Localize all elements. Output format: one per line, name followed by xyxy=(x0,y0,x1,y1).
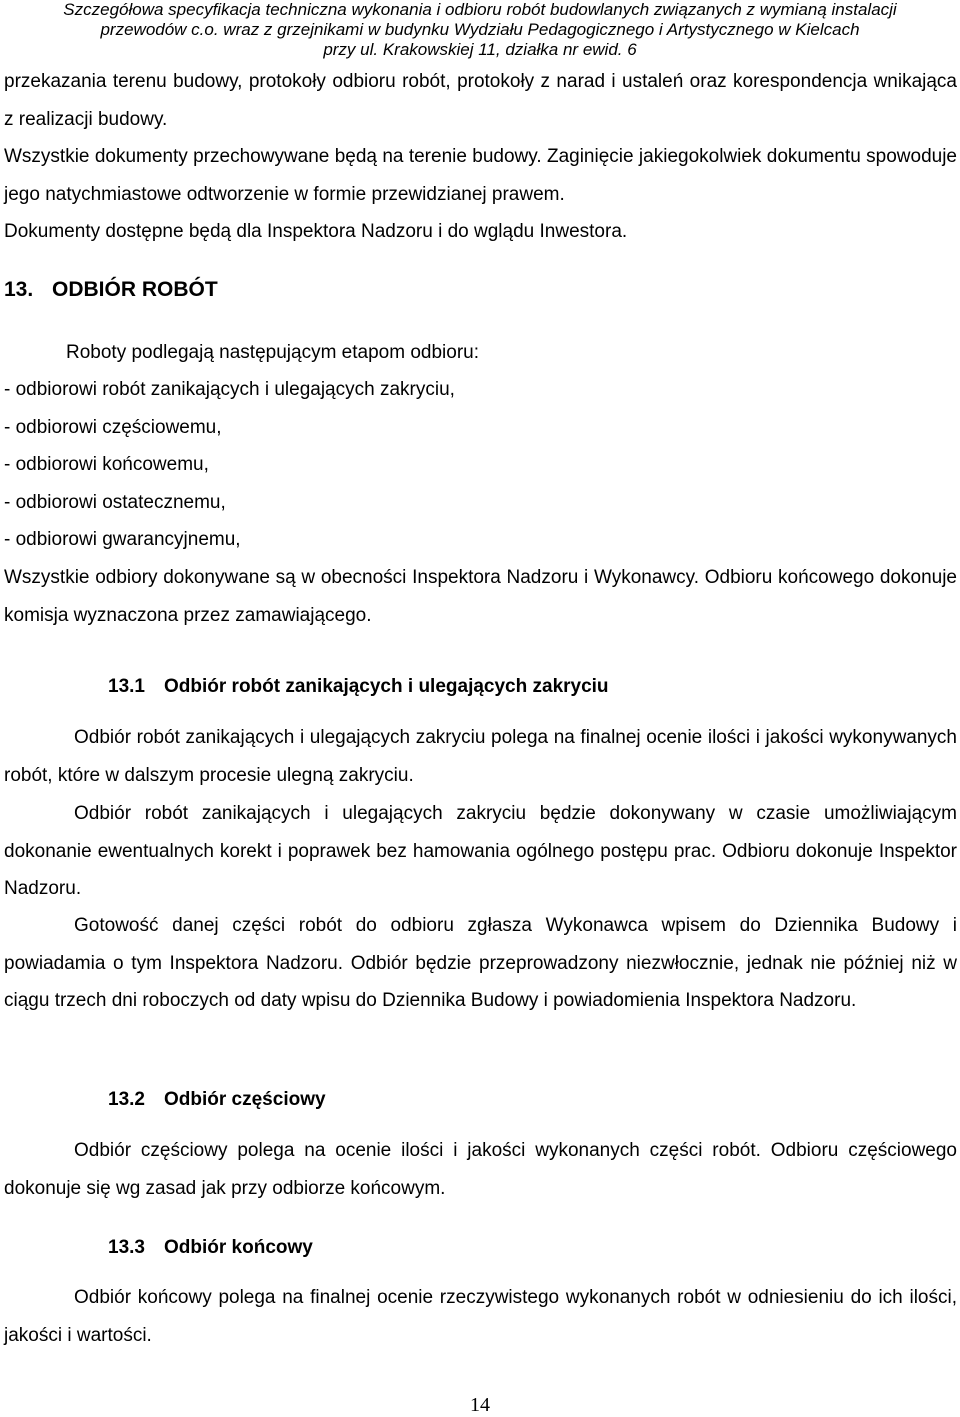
section-13-3-paragraph-1: Odbiór końcowy polega na finalnej ocenie rzeczywistego wykonanych robót w odniesieniu do ich ilości, jakości i wartości. xyxy=(4,1287,957,1346)
section-13-1-heading xyxy=(108,676,609,698)
section-13-3-title: Odbiór końcowy xyxy=(164,1237,313,1258)
intro-paragraph-1: przekazania terenu budowy, protokoły odbioru robót, protokoły z narad i ustaleń oraz korespondencja wnikająca z realizacji budowy. xyxy=(4,71,957,130)
section-13-lead: Roboty podlegają następującym etapom odbioru: xyxy=(66,342,479,363)
header-line-2: przewodów c.o. wraz z grzejnikami w budynku Wydziału Pedagogicznego i Artystycznego w Kielcach xyxy=(100,20,860,39)
section-13-1-paragraph-2: Odbiór robót zanikających i ulegających zakryciu będzie dokonywany w czasie umożliwiającym dokonanie ewentualnych korekt i poprawek bez hamowania ogólnego postępu prac. Odbioru dokonuje Inspektor Nadzoru. xyxy=(4,803,957,899)
header-line-1: Szczegółowa specyfikacja techniczna wykonania i odbioru robót budowlanych związanych z wymianą instalacji xyxy=(63,0,897,19)
list-item: - odbiorowi robót zanikających i ulegających zakryciu, xyxy=(4,379,455,400)
section-13-3-number: 13.3 xyxy=(108,1237,145,1258)
section-13-heading xyxy=(4,278,218,302)
section-13-2-heading xyxy=(108,1089,326,1111)
section-13-2-paragraph-1: Odbiór częściowy polega na ocenie ilości i jakości wykonanych części robót. Odbioru częściowego dokonuje się wg zasad jak przy odbiorze końcowym. xyxy=(4,1140,957,1199)
section-13-2-title: Odbiór częściowy xyxy=(164,1089,326,1110)
running-header xyxy=(0,0,960,60)
section-13-title: ODBIÓR ROBÓT xyxy=(52,278,218,301)
page-number: 14 xyxy=(470,1394,490,1416)
list-item: - odbiorowi częściowemu, xyxy=(4,417,222,438)
section-13-3-heading xyxy=(108,1237,313,1259)
list-item: - odbiorowi końcowemu, xyxy=(4,454,209,475)
intro-paragraph-2: Wszystkie dokumenty przechowywane będą na terenie budowy. Zaginięcie jakiegokolwiek dokumentu spowoduje jego natychmiastowe odtworzenie w formie przewidzianej prawem. xyxy=(4,146,957,205)
section-13-1-number: 13.1 xyxy=(108,676,145,697)
section-13-number: 13. xyxy=(4,278,34,301)
list-item: - odbiorowi gwarancyjnemu, xyxy=(4,529,241,550)
header-line-3: przy ul. Krakowskiej 11, działka nr ewid. 6 xyxy=(323,40,637,59)
section-13-closing: Wszystkie odbiory dokonywane są w obecności Inspektora Nadzoru i Wykonawcy. Odbioru końcowego dokonuje komisja wyznaczona przez zamawiającego. xyxy=(4,567,957,626)
section-13-1-title: Odbiór robót zanikających i ulegających zakryciu xyxy=(164,676,609,697)
intro-paragraph-3: Dokumenty dostępne będą dla Inspektora Nadzoru i do wglądu Inwestora. xyxy=(4,221,628,242)
section-13-2-number: 13.2 xyxy=(108,1089,145,1110)
list-item: - odbiorowi ostatecznemu, xyxy=(4,492,226,513)
section-13-1-paragraph-3: Gotowość danej części robót do odbioru zgłasza Wykonawca wpisem do Dziennika Budowy i powiadamia o tym Inspektora Nadzoru. Odbiór będzie przeprowadzony niezwłocznie, jednak nie później niż w ciągu trzech dni roboczych od daty wpisu do Dziennika Budowy i powiadomienia Inspektora Nadzoru. xyxy=(4,915,957,1011)
section-13-1-paragraph-1: Odbiór robót zanikających i ulegających zakryciu polega na finalnej ocenie ilości i jakości wykonywanych robót, które w dalszym procesie ulegną zakryciu. xyxy=(4,727,957,786)
